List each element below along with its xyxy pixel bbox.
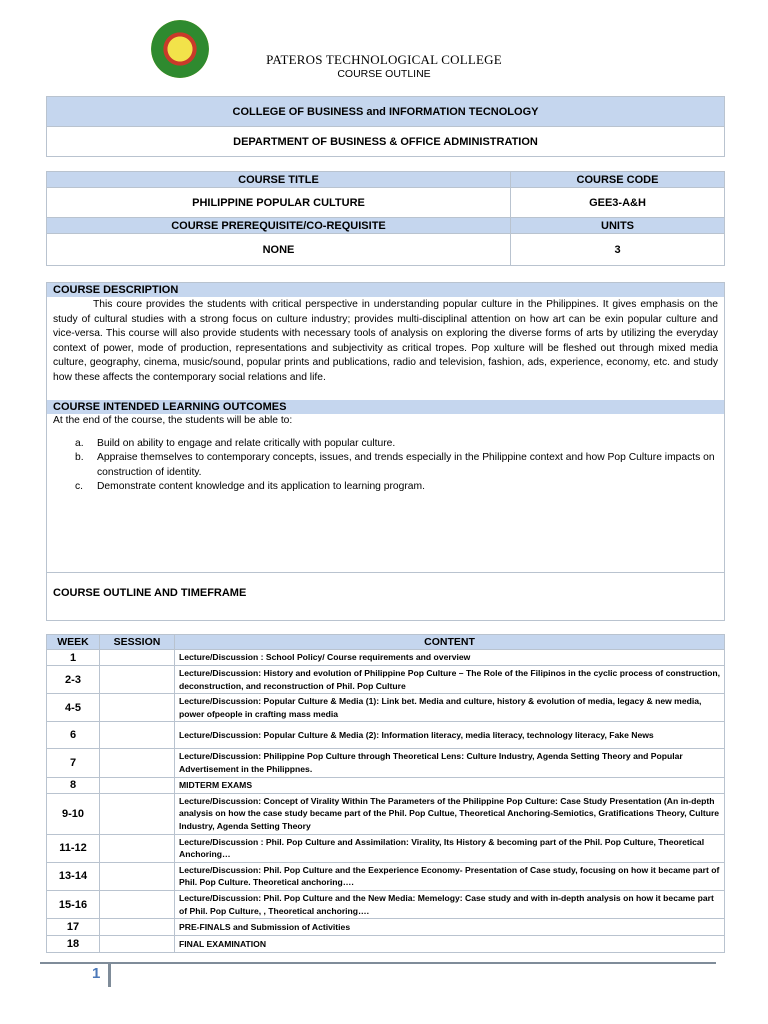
prereq-label: COURSE PREREQUISITE/CO-REQUISITE	[47, 218, 511, 234]
content-cell: Lecture/Discussion: Phil. Pop Culture and the New Media: Memelogy: Case study and with in-depth analysis on how it became part of Phil. Pop Culture, , Theoretical anchoring….	[175, 890, 725, 918]
course-title-label: COURSE TITLE	[47, 172, 511, 188]
course-description-text	[47, 297, 724, 400]
content-cell: Lecture/Discussion: Phil. Pop Culture and the Eexperience Economy- Presentation of Case study, focusing on how it became part of Phil. Pop Culture. Theoretical anchoring….	[175, 862, 725, 890]
table-row	[47, 666, 725, 694]
prereq-value: NONE	[47, 234, 511, 266]
content-cell: Lecture/Discussion: History and evolution of Philippine Pop Culture – The Role of the Filipinos in the cyclic process of construction, deconstruction, and reconstruction of Phil. Pop Culture	[175, 666, 725, 694]
outcome-text: Appraise themselves to contemporary concepts, issues, and trends especially in the Philippine context and how Pop Culture impacts on construction of identity.	[97, 452, 715, 478]
table-row	[47, 650, 725, 666]
outcomes-list	[53, 437, 718, 495]
content-header: CONTENT	[175, 635, 725, 650]
outcome-text: Build on ability to engage and relate critically with popular culture.	[97, 437, 396, 449]
outcome-item	[75, 437, 718, 452]
week-cell: 11-12	[47, 834, 100, 862]
week-cell: 1	[47, 650, 100, 666]
week-cell: 2-3	[47, 666, 100, 694]
session-cell	[100, 722, 175, 749]
session-cell	[100, 777, 175, 793]
course-title-value: PHILIPPINE POPULAR CULTURE	[47, 188, 511, 218]
session-header: SESSION	[100, 635, 175, 650]
page-number: 1	[92, 965, 101, 982]
content-cell: Lecture/Discussion: Popular Culture & Media (1): Link bet. Media and culture, history & evolution of media, legacy & new media, power ofpeople in crafting mass media	[175, 694, 725, 722]
session-cell	[100, 793, 175, 834]
session-cell	[100, 749, 175, 777]
table-row	[47, 749, 725, 777]
week-cell: 4-5	[47, 694, 100, 722]
department-cell: DEPARTMENT OF BUSINESS & OFFICE ADMINISTRATION	[47, 127, 725, 157]
content-cell: PRE-FINALS and Submission of Activities	[175, 919, 725, 936]
table-row	[47, 890, 725, 918]
table-row	[47, 834, 725, 862]
content-cell: Lecture/Discussion: Concept of Virality Within The Parameters of the Philippine Pop Culture: Case Study Presentation (An in-depth analysis on how the case study became part of the Phil. Pop Cultue, Theoretical Anchoring-Semiotics, Gratifications Theory, Culture Industry, Agenda Setting Theory	[175, 793, 725, 834]
college-name-cell: COLLEGE OF BUSINESS and INFORMATION TECNOLOGY	[47, 97, 725, 127]
table-row	[47, 777, 725, 793]
outcomes-intro: At the end of the course, the students will be able to:	[53, 415, 293, 426]
content-cell: Lecture/Discussion : Phil. Pop Culture and Assimilation: Virality, Its History & becoming part of the Phil. Pop Culture, Theoretical Anchoring…	[175, 834, 725, 862]
week-header: WEEK	[47, 635, 100, 650]
outcome-item	[75, 480, 718, 495]
units-value: 3	[511, 234, 725, 266]
session-cell	[100, 862, 175, 890]
table-row	[47, 722, 725, 749]
table-row	[47, 862, 725, 890]
outcome-text: Demonstrate content knowledge and its application to learning program.	[97, 481, 425, 492]
table-row	[47, 936, 725, 953]
week-cell: 7	[47, 749, 100, 777]
document-title: COURSE OUTLINE	[337, 68, 431, 80]
session-cell	[100, 890, 175, 918]
outcome-item	[75, 451, 718, 480]
units-label: UNITS	[511, 218, 725, 234]
content-cell: Lecture/Discussion: Popular Culture & Media (2): Information literacy, media literacy, technology literacy, Fake News	[175, 722, 725, 749]
content-cell: Lecture/Discussion: Philippine Pop Culture through Theoretical Lens: Culture Industry, Agenda Setting Theory and Popular Advertisement in the Philippnes.	[175, 749, 725, 777]
footer-rule	[40, 962, 716, 964]
outcome-marker: b.	[75, 452, 84, 463]
course-description-box	[46, 282, 725, 621]
course-code-label: COURSE CODE	[511, 172, 725, 188]
content-cell: Lecture/Discussion : School Policy/ Course requirements and overview	[175, 650, 725, 666]
college-name-header: PATEROS TECHNOLOGICAL COLLEGE	[266, 52, 502, 67]
table-row	[47, 694, 725, 722]
description-paragraph: This coure provides the students with critical perspective in understanding popular culture in the Philippines. It gives emphasis on the study of cultural studies with a strong focus on culture industry; provides multi-disciplinal attention on how art can be exin popular culture and vice-versa. This course will also provide students with necessary tools of analysis on exploring the diverse forms of arts by utilizing the everyday context of power, mode of production, representations and subjectivity as critical tropes. Pop xulture will be fleshed out through mixed media culture, geography, cinema, music/sound, popular prints and publications, radio and television, fashion, ads, experience, economy, etc. and study how these affects the contemporary social relations and life.	[53, 299, 718, 383]
learning-outcomes-section	[47, 414, 724, 573]
course-outline-heading: COURSE OUTLINE AND TIMEFRAME	[53, 587, 247, 599]
session-cell	[100, 666, 175, 694]
week-cell: 6	[47, 722, 100, 749]
course-code-value: GEE3-A&H	[511, 188, 725, 218]
course-info-table	[46, 171, 725, 266]
week-cell: 8	[47, 777, 100, 793]
session-cell	[100, 650, 175, 666]
week-cell: 9-10	[47, 793, 100, 834]
table-row	[47, 919, 725, 936]
week-cell: 13-14	[47, 862, 100, 890]
page-number-divider	[108, 963, 111, 987]
content-cell: FINAL EXAMINATION	[175, 936, 725, 953]
session-cell	[100, 834, 175, 862]
outcome-marker: c.	[75, 481, 84, 492]
schedule-table	[46, 634, 725, 953]
institution-table	[46, 96, 725, 157]
session-cell	[100, 919, 175, 936]
table-row	[47, 793, 725, 834]
week-cell: 17	[47, 919, 100, 936]
week-cell: 15-16	[47, 890, 100, 918]
week-cell: 18	[47, 936, 100, 953]
outcome-marker: a.	[75, 437, 84, 449]
learning-outcomes-label: COURSE INTENDED LEARNING OUTCOMES	[47, 400, 724, 414]
course-description-label: COURSE DESCRIPTION	[47, 283, 724, 297]
session-cell	[100, 694, 175, 722]
session-cell	[100, 936, 175, 953]
content-cell: MIDTERM EXAMS	[175, 777, 725, 793]
